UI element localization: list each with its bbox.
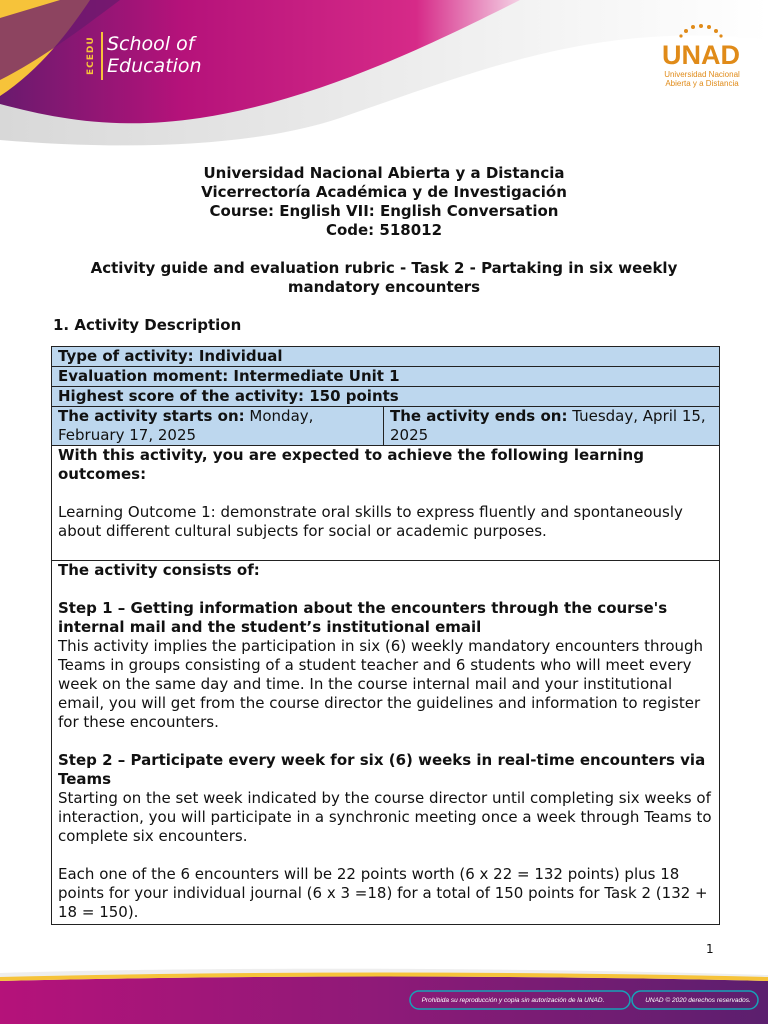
- section-heading: 1. Activity Description: [53, 316, 242, 334]
- end-date-cell: [384, 407, 720, 446]
- school-line2: Education: [107, 55, 202, 77]
- points-text: Each one of the 6 encounters will be 22 points worth (6 x 22 = 132 points) plus 18 points for your individual journal (6 x 3 =18) for a total of 150 points for Task 2 (132 + 18 = 150).: [58, 865, 708, 921]
- end-value: Tuesday, April 15, 2025: [390, 407, 706, 444]
- step2-heading: Step 2 – Participate every week for six (6) weeks in real-time encounters via Teams: [58, 751, 706, 788]
- title-code: Code: 518012: [325, 221, 443, 239]
- activity-type: Type of activity: Individual: [52, 347, 720, 367]
- start-date-cell: [52, 407, 384, 446]
- guide-title: Activity guide and evaluation rubric - Task 2 - Partaking in six weekly mandatory encounters: [90, 259, 678, 296]
- start-label: The activity starts on:: [58, 407, 245, 425]
- step2-text: Starting on the set week indicated by the course director until completing six weeks of interaction, you will participate in a synchronic meeting once a week through Teams to complete six encounters.: [58, 789, 712, 845]
- title-course: Course: English VII: English Conversation: [209, 202, 559, 220]
- footer-notice: [408, 991, 758, 1009]
- ecedu-label: ECEDU: [86, 36, 96, 76]
- outcomes-heading: With this activity, you are expected to achieve the following learning outcomes:: [58, 446, 644, 483]
- footer-right-note: UNAD © 2020 derechos reservados.: [645, 996, 751, 1004]
- end-label: The activity ends on:: [390, 407, 568, 425]
- school-line1: School of: [107, 33, 195, 55]
- activity-table: [51, 346, 720, 925]
- page-number: 1: [706, 942, 714, 956]
- learning-outcomes-cell: [52, 446, 720, 561]
- step1-text: This activity implies the participation in six (6) weekly mandatory encounters through Teams in groups consisting of a student teacher and 6 students who will meet every week on the same day and time. In the course internal mail and your institutional email, you will get from the course director the guidelines and information to register for these encounters.: [58, 637, 704, 731]
- evaluation-moment: Evaluation moment: Intermediate Unit 1: [52, 367, 720, 387]
- svg-text:UNAD: UNAD: [662, 40, 740, 70]
- title-university: Universidad Nacional Abierta y a Distancia: [203, 164, 565, 182]
- start-value: Monday, February 17, 2025: [58, 407, 314, 444]
- activity-steps-cell: [52, 561, 720, 925]
- consists-heading: The activity consists of:: [58, 561, 260, 579]
- learning-outcome-1: Learning Outcome 1: demonstrate oral skills to express fluently and spontaneously about different cultural subjects for social or academic purposes.: [58, 503, 683, 540]
- logo-sub-line2: Abierta y a Distancia: [665, 79, 739, 88]
- school-of-education-label: [107, 33, 202, 77]
- step1-heading: Step 1 – Getting information about the encounters through the course's internal mail and the student’s institutional email: [58, 599, 668, 636]
- title-vicerrectoria: Vicerrectoría Académica y de Investigación: [201, 183, 567, 201]
- document-titles: [0, 164, 768, 240]
- highest-score: Highest score of the activity: 150 points: [52, 387, 720, 407]
- logo-sub-line1: Universidad Nacional: [664, 70, 740, 79]
- unad-logo-subtitle: [652, 70, 752, 88]
- footer-left-note: Prohibida su reproducción y copia sin autorización de la UNAD.: [421, 996, 605, 1004]
- school-divider: [101, 32, 103, 80]
